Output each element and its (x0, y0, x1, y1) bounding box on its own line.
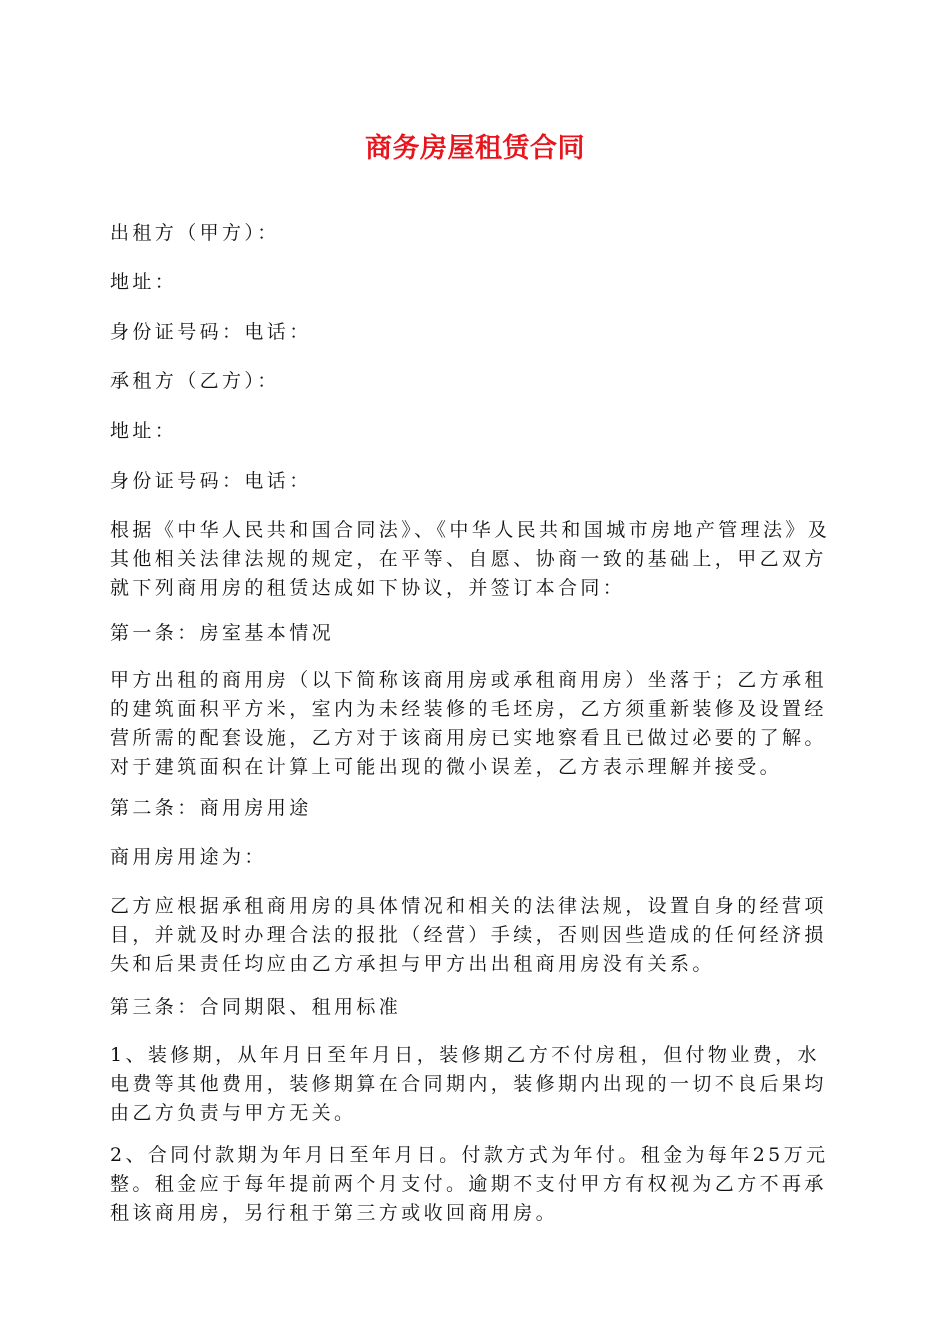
lessor-id-phone-line: 身份证号码：电话： (110, 321, 312, 343)
lessor-address-line: 地址： (110, 271, 178, 293)
article-2-heading: 第二条：商用房用途 (110, 797, 312, 819)
article-3-heading: 第三条：合同期限、租用标准 (110, 996, 402, 1018)
document-title: 商务房屋租赁合同 (365, 133, 585, 164)
lessee-address-line: 地址： (110, 420, 178, 442)
article-3-clause-2: 2、合同付款期为年月日至年月日。付款方式为年付。租金为每年25万元整。租金应于每年提前两个月支付。逾期不支付甲方有权视为乙方不再承租该商用房，另行租于第三方或收回商用房。 (110, 1144, 829, 1224)
article-2-body: 乙方应根据承租商用房的具体情况和相关的法律法规，设置自身的经营项目，并就及时办理合法的报批（经营）手续，否则因些造成的任何经济损失和后果责任均应由乙方承担与甲方出出租商用房没有关系。 (110, 895, 827, 975)
lessee-id-phone-line: 身份证号码：电话： (110, 470, 312, 492)
article-2-usage-line: 商用房用途为： (110, 846, 267, 868)
lessor-line: 出租方（甲方）： (110, 222, 280, 244)
article-1-body: 甲方出租的商用房（以下简称该商用房或承租商用房）坐落于；乙方承租的建筑面积平方米，室内为未经装修的毛坯房，乙方须重新装修及设置经营所需的配套设施，乙方对于该商用房已实地察看且已做过必要的了解。对于建筑面积在计算上可能出现的微小误差，乙方表示理解并接受。 (110, 669, 827, 778)
article-1-heading: 第一条：房室基本情况 (110, 622, 335, 644)
preamble-paragraph: 根据《中华人民共和国合同法》、《中华人民共和国城市房地产管理法》及其他相关法律法规的规定，在平等、自愿、协商一致的基础上，甲乙双方就下列商用房的租赁达成如下协议，并签订本合同： (110, 519, 831, 599)
lessee-line: 承租方（乙方）： (110, 370, 280, 392)
article-3-clause-1: 1、装修期，从年月日至年月日，装修期乙方不付房租，但付物业费，水电费等其他费用，装修期算在合同期内，装修期内出现的一切不良后果均由乙方负责与甲方无关。 (110, 1044, 827, 1124)
